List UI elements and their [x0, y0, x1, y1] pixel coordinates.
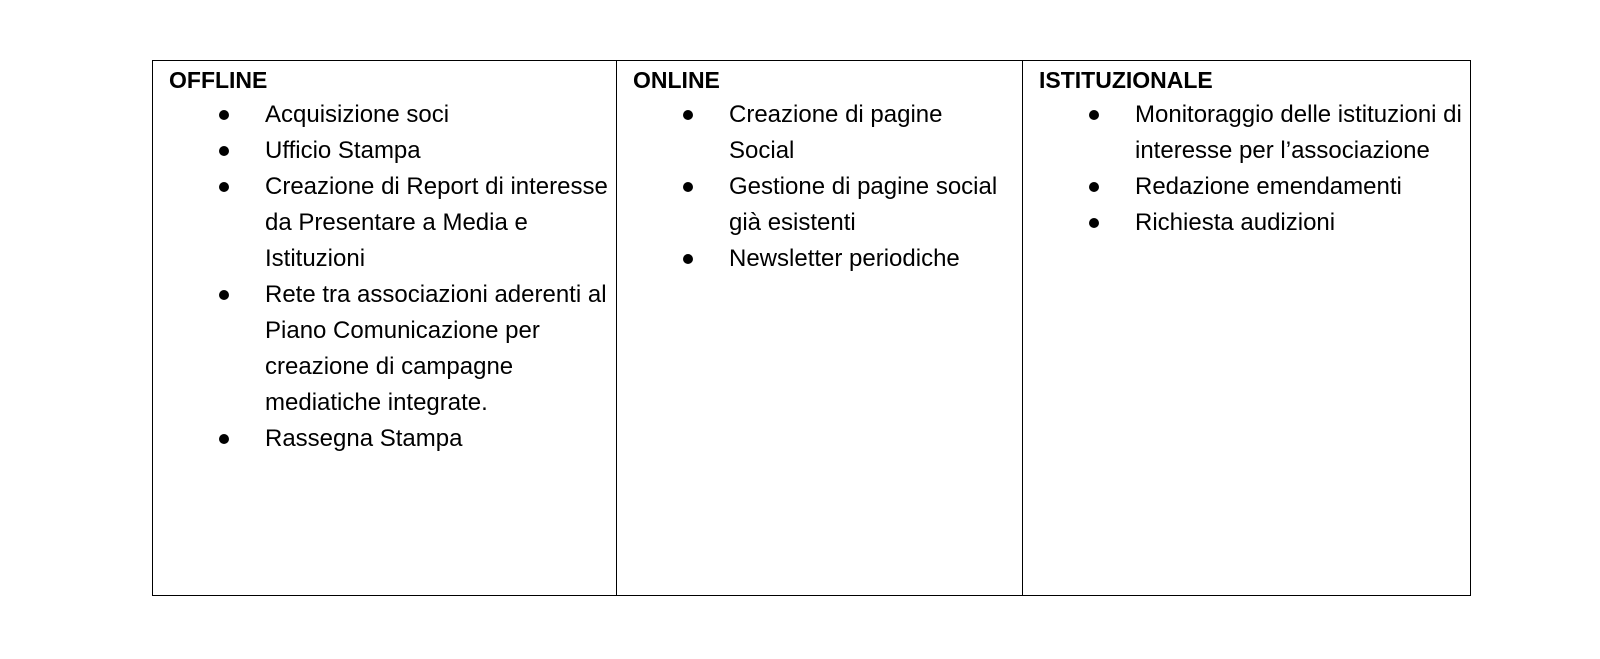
- list-item-text: Monitoraggio delle istituzioni di interesse per l’associazione: [1135, 101, 1462, 164]
- bullet-icon: [219, 290, 229, 300]
- bullet-icon: [1089, 218, 1099, 228]
- list-item: [633, 169, 1022, 241]
- offline-heading: OFFLINE: [169, 67, 268, 93]
- list-item: [169, 97, 616, 133]
- online-list: [633, 97, 1022, 277]
- list-item-text: Ufficio Stampa: [265, 137, 421, 164]
- online-heading: ONLINE: [633, 67, 720, 93]
- online-cell: [617, 61, 1023, 596]
- bullet-icon: [219, 146, 229, 156]
- list-item: [1039, 97, 1470, 169]
- istituzionale-list: [1039, 97, 1470, 241]
- list-item: [169, 421, 616, 457]
- bullet-icon: [1089, 182, 1099, 192]
- list-item: [169, 277, 616, 421]
- list-item-text: Redazione emendamenti: [1135, 173, 1402, 200]
- list-item: [169, 133, 616, 169]
- bullet-icon: [219, 182, 229, 192]
- bullet-icon: [1089, 110, 1099, 120]
- list-item: [633, 241, 1022, 277]
- bullet-icon: [683, 182, 693, 192]
- istituzionale-cell: [1023, 61, 1471, 596]
- activities-table: [152, 60, 1471, 596]
- list-item: [169, 169, 616, 277]
- bullet-icon: [683, 254, 693, 264]
- bullet-icon: [219, 110, 229, 120]
- list-item-text: Creazione di pagine Social: [729, 101, 943, 164]
- list-item-text: Rassegna Stampa: [265, 425, 463, 452]
- list-item-text: Newsletter periodiche: [729, 245, 960, 272]
- offline-cell: [153, 61, 617, 596]
- list-item: [1039, 169, 1470, 205]
- list-item-text: Acquisizione soci: [265, 101, 450, 128]
- list-item-text: Gestione di pagine social già esistenti: [729, 173, 998, 236]
- bullet-icon: [683, 110, 693, 120]
- table-row: [153, 61, 1471, 596]
- istituzionale-heading: ISTITUZIONALE: [1039, 67, 1213, 93]
- bullet-icon: [219, 434, 229, 444]
- list-item-text: Richiesta audizioni: [1135, 209, 1336, 236]
- list-item: [1039, 205, 1470, 241]
- list-item-text: Rete tra associazioni aderenti al Piano Comunicazione per creazione di campagne mediatiche integrate.: [265, 281, 607, 416]
- list-item: [633, 97, 1022, 169]
- list-item-text: Creazione di Report di interesse da Presentare a Media e Istituzioni: [265, 173, 608, 272]
- offline-list: [169, 97, 616, 457]
